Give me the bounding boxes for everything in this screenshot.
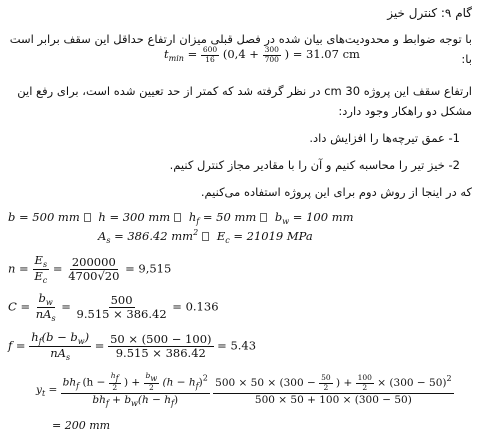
intro-line-2: با:	[461, 52, 472, 66]
separator-box-icon	[260, 213, 267, 222]
tmin-equation	[164, 46, 360, 64]
f-result: = 5.43	[217, 338, 257, 353]
n-equation: n = $\frac{E_s}{E_c}$ = $\frac{200000}{4700√20}$ = 9,515	[8, 253, 172, 286]
c-lhs: C =	[8, 299, 31, 314]
separator-box-icon	[174, 213, 181, 222]
intro-line-1: با توجه ضوابط و محدودیت‌های بیان شده در فصل قبلی میزان ارتفاع حداقل این سقف برابر است	[9, 32, 472, 46]
param-as: $A_s = 386.42$ $mm^2$	[98, 228, 199, 245]
tmin-frac-2-num: 300	[264, 45, 279, 54]
method-choice: که در اینجا از روش دوم برای این پروژه استفاده می‌کنیم.	[200, 185, 472, 199]
param-h: h = 300 mm	[98, 210, 171, 224]
separator-box-icon	[202, 232, 209, 241]
n-frac-1: $\frac{E_s}{E_c}$	[34, 253, 48, 286]
n-lhs: n =	[8, 261, 29, 276]
section-heading: گام ۹: کنترل خیز	[387, 6, 472, 20]
n-frac-2: $\frac{200000}{4700√20}$	[68, 254, 120, 284]
f-equation: f = $\frac{h_f(b - b_w)}{nA_s}$ = $\frac{50 \times (500 - 100)}{9.515 \times 386.42}$ = 5.43	[8, 330, 257, 363]
tmin-frac-2-den: 700	[264, 54, 279, 64]
n-result: = 9,515	[125, 261, 172, 276]
yt-result: = 200 mm	[52, 419, 111, 432]
tmin-frac-1-num: 600	[202, 45, 218, 54]
yt-frac-1: $bh_f$ (h − $\frac{h_f}{2}$ ) + $\frac{b_w}{2}$ $(h - h_f)^2$ $bh_f + b_w(h - h_f)$	[62, 371, 208, 408]
tmin-frac-1-den: 16	[205, 54, 215, 64]
tmin-paren-open: (0,4 +	[222, 47, 259, 62]
c-equation: C = $\frac{b_w}{nA_s}$ = $\frac{500}{9.515 \times 386.42}$ = 0.136	[8, 291, 219, 324]
yt-equation: $y_t$ = $bh_f$ (h − $\frac{h_f}{2}$ ) + $\frac{b_w}{2}$ $(h - h_f)^2$ $bh_f + b_w(h - h_f)$ 500 × 50 × (300 − $\frac{50}{2}$ ) + $\frac{100}{2}$ × $(300 - 50)^2$ 500 × 50 + 100 × (300 − 50)	[36, 371, 452, 408]
param-bw: $b_w = 100$ mm	[274, 210, 354, 226]
f-lhs: f =	[8, 338, 26, 353]
c-result: = 0.136	[172, 299, 219, 314]
tmin-eq: =	[187, 47, 198, 62]
tmin-sub: min	[168, 54, 184, 64]
tmin-lhs: t	[164, 47, 169, 62]
f-frac-1: $\frac{h_f(b - b_w)}{nA_s}$	[31, 330, 90, 363]
param-ec: $E_c = 21019$ MPa	[216, 229, 313, 245]
param-b: b = 500 mm	[8, 210, 80, 224]
params-line-1	[8, 210, 354, 226]
para2-line-1: ارتفاع سقف این پروژه 30 cm در نظر گرفته شد که کمتر از حد تعیین شده است، برای رفع این	[17, 84, 472, 98]
yt-lhs: $y_t$	[36, 384, 46, 398]
separator-box-icon	[84, 213, 91, 222]
c-frac-2: $\frac{500}{9.515 \times 386.42}$	[76, 292, 167, 322]
option-2: 2- خیز تیر را محاسبه کنیم و آن را با مقادیر مجاز کنترل کنیم.	[169, 158, 460, 172]
c-frac-1: $\frac{b_w}{nA_s}$	[35, 291, 56, 324]
yt-frac-2: 500 × 50 × (300 − $\frac{50}{2}$ ) + $\frac{100}{2}$ × $(300 - 50)^2$ 500 × 50 + 100 × (300 − 50)	[215, 373, 452, 406]
tmin-frac-1	[201, 46, 219, 64]
para2-line-2: مشکل دو راهکار وجود دارد:	[338, 104, 472, 118]
tmin-frac-2	[263, 46, 281, 64]
tmin-paren-close: ) = 31.07 cm	[284, 47, 360, 62]
option-1: 1- عمق تیرچه‌ها را افزایش داد.	[309, 131, 460, 145]
param-hf: $h_f = 50$ mm	[188, 210, 257, 226]
f-frac-2: $\frac{50 \times (500 - 100)}{9.515 \times 386.42}$	[110, 331, 212, 361]
params-line-2	[98, 228, 313, 245]
